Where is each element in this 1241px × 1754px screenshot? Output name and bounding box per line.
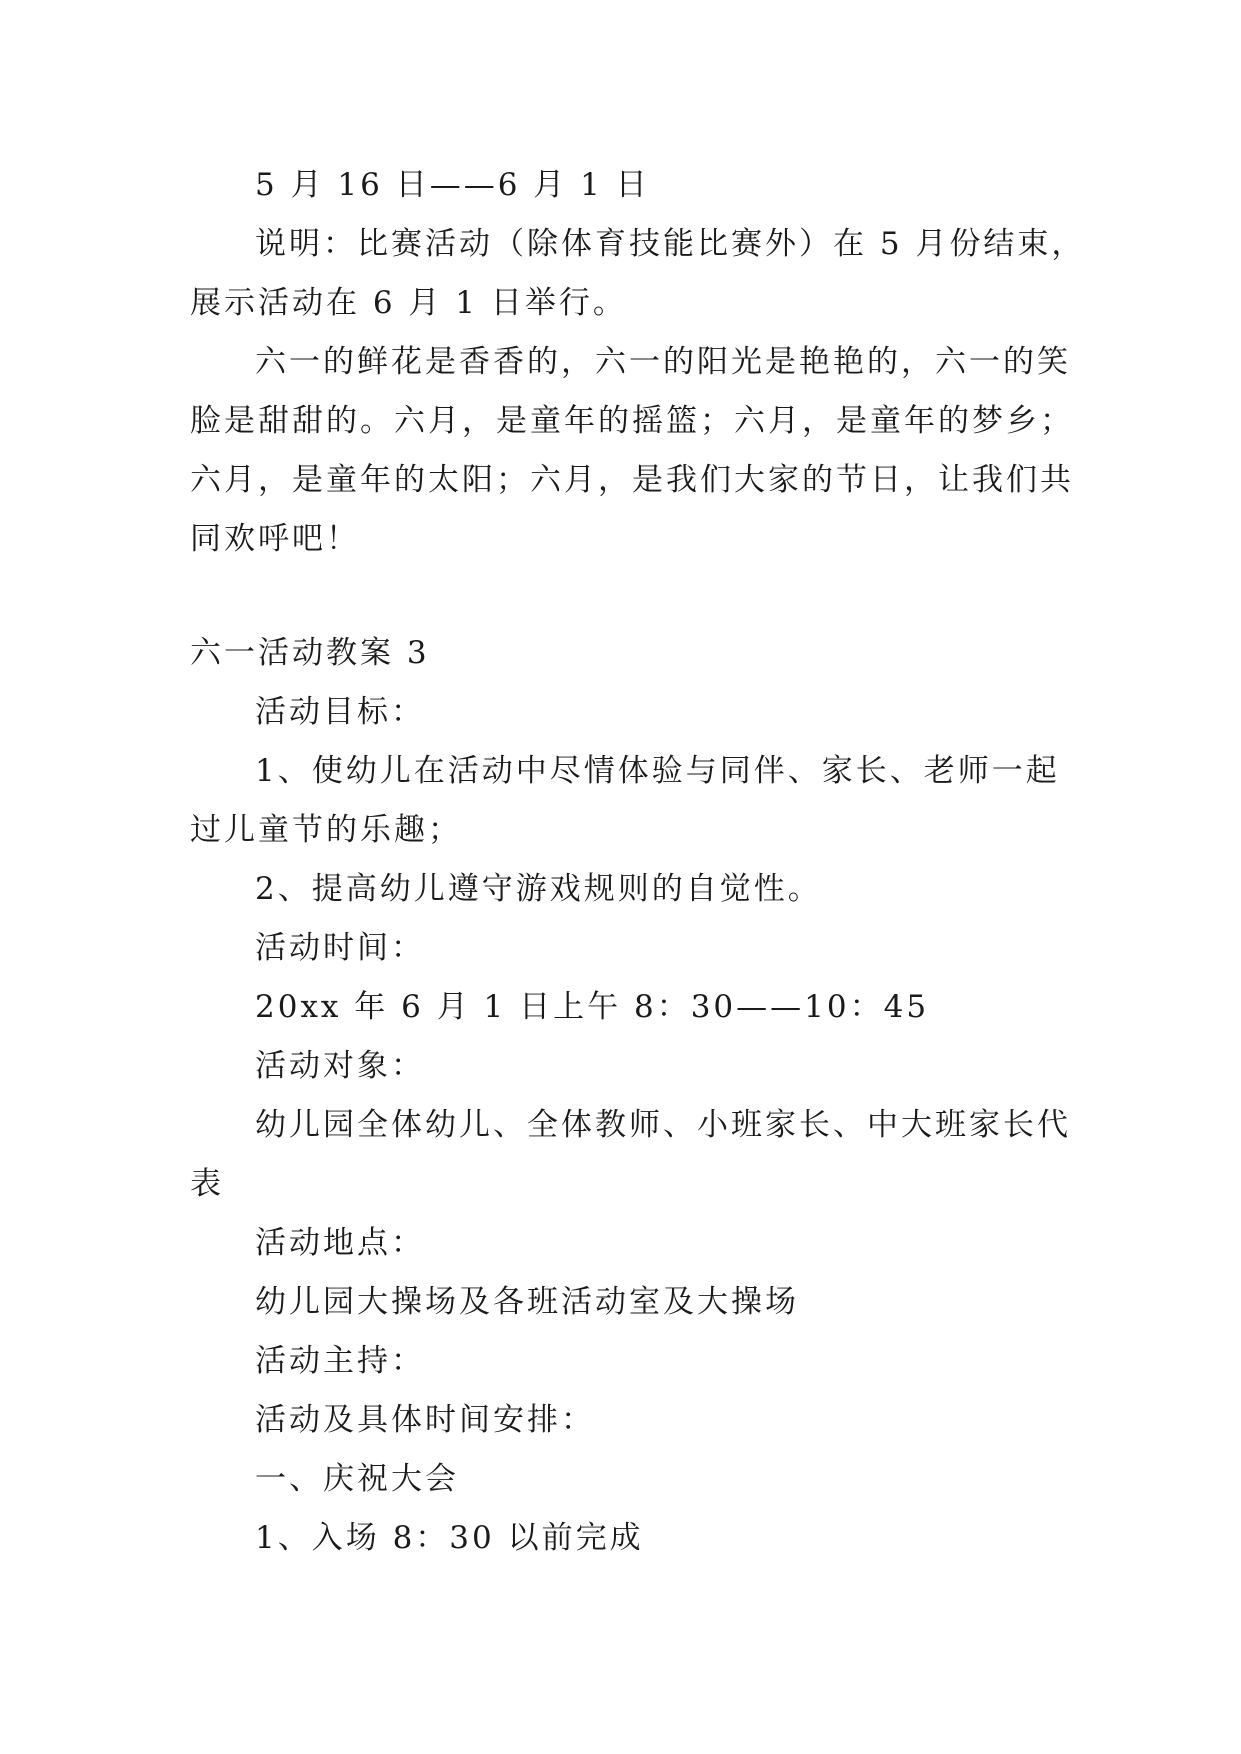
- paragraph-line: 同欢呼吧！: [190, 521, 360, 557]
- activity-time-value: 20xx 年 6 月 1 日上午 8：30——10：45: [255, 989, 930, 1025]
- label-activity-host: 活动主持：: [255, 1343, 425, 1379]
- label-activity-time: 活动时间：: [255, 930, 425, 966]
- paragraph-line: 幼儿园全体幼儿、全体教师、小班家长、中大班家长代: [255, 1107, 1071, 1143]
- label-activity-location: 活动地点：: [255, 1225, 425, 1261]
- paragraph-line: 1、使幼儿在活动中尽情体验与同伴、家长、老师一起: [255, 753, 1060, 789]
- activity-location-value: 幼儿园大操场及各班活动室及大操场: [255, 1284, 799, 1320]
- paragraph-line: 2、提高幼儿遵守游戏规则的自觉性。: [255, 871, 822, 907]
- paragraph-line: 表: [190, 1166, 224, 1202]
- paragraph-line: 脸是甜甜的。六月，是童年的摇篮；六月，是童年的梦乡；: [190, 403, 1074, 439]
- section-heading: 六一活动教案 3: [190, 635, 430, 671]
- label-activity-target: 活动对象：: [255, 1048, 425, 1084]
- label-schedule: 活动及具体时间安排：: [255, 1402, 595, 1438]
- paragraph-line: 六一的鲜花是香香的，六一的阳光是艳艳的，六一的笑: [255, 344, 1071, 380]
- paragraph-line: 过儿童节的乐趣；: [190, 812, 462, 848]
- paragraph-line: 说明：比赛活动（除体育技能比赛外）在 5 月份结束，: [255, 226, 1086, 262]
- paragraph-line: 六月，是童年的太阳；六月，是我们大家的节日，让我们共: [190, 462, 1074, 498]
- list-item: 1、入场 8：30 以前完成: [255, 1520, 644, 1556]
- paragraph-line: 展示活动在 6 月 1 日举行。: [190, 285, 627, 321]
- label-activity-goals: 活动目标：: [255, 694, 425, 730]
- date-range: 5 月 16 日——6 月 1 日: [255, 167, 650, 203]
- list-item: 一、庆祝大会: [255, 1461, 459, 1497]
